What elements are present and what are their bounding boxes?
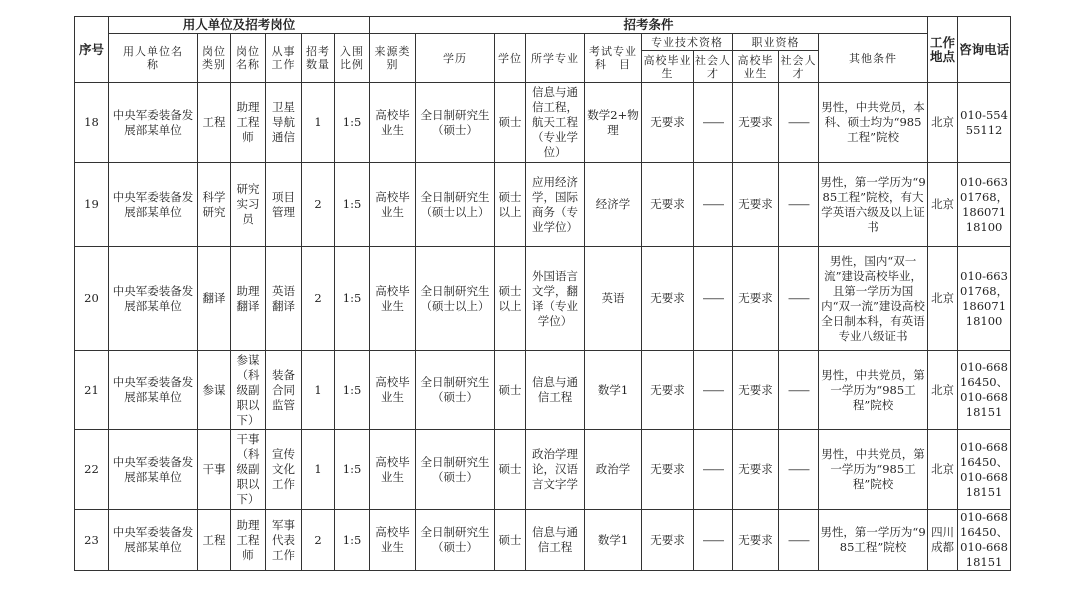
- row-seq: 21: [75, 351, 109, 430]
- row-tech-social: ——: [694, 163, 733, 247]
- table-row: [75, 510, 1011, 571]
- row-location: 北京: [928, 163, 958, 247]
- row-degree: 硕士以上: [495, 247, 526, 351]
- header-post-name: 岗位名称: [231, 34, 266, 83]
- row-ratio: 1:5: [335, 163, 370, 247]
- row-other: 男性，第一学历为“985工程”院校: [819, 510, 928, 571]
- row-exam: 经济学: [585, 163, 642, 247]
- row-post-name: 参谋（科级副职以下）: [231, 351, 266, 430]
- row-edu: 全日制研究生（硕士以上）: [416, 163, 495, 247]
- row-major: 应用经济学，国际商务（专业学位）: [526, 163, 585, 247]
- row-seq: 22: [75, 430, 109, 510]
- row-prof-grad: 无要求: [733, 351, 779, 430]
- row-tech-grad: 无要求: [642, 430, 694, 510]
- row-work: 英语翻译: [266, 247, 302, 351]
- row-location: 北京: [928, 83, 958, 163]
- row-post-type: 工程: [198, 83, 231, 163]
- header-count: 招考数量: [302, 34, 335, 83]
- row-major: 信息与通信工程: [526, 351, 585, 430]
- row-exam: 政治学: [585, 430, 642, 510]
- row-tech-grad: 无要求: [642, 163, 694, 247]
- row-major: 信息与通信工程，航天工程（专业学位）: [526, 83, 585, 163]
- row-tech-grad: 无要求: [642, 510, 694, 571]
- row-count: 2: [302, 247, 335, 351]
- row-source: 高校毕业生: [370, 351, 416, 430]
- row-post-type: 干事: [198, 430, 231, 510]
- row-edu: 全日制研究生（硕士）: [416, 83, 495, 163]
- row-work: 宣传文化工作: [266, 430, 302, 510]
- row-unit: 中央军委装备发展部某单位: [109, 510, 198, 571]
- row-ratio: 1:5: [335, 83, 370, 163]
- header-post-type: 岗位类别: [198, 34, 231, 83]
- row-other: 男性，中共党员，第一学历为“985工程”院校: [819, 430, 928, 510]
- row-degree: 硕士: [495, 83, 526, 163]
- row-other: 男性，第一学历为“985工程”院校，有大学英语六级及以上证书: [819, 163, 928, 247]
- row-tech-social: ——: [694, 430, 733, 510]
- row-location: 北京: [928, 430, 958, 510]
- row-work: 卫星导航通信: [266, 83, 302, 163]
- row-phone: 010-66301768，18607118100: [958, 247, 1011, 351]
- row-ratio: 1:5: [335, 247, 370, 351]
- row-phone: 010-66816450、010-66818151: [958, 510, 1011, 571]
- header-ratio: 入围比例: [335, 34, 370, 83]
- row-location: 北京: [928, 351, 958, 430]
- row-post-type: 翻译: [198, 247, 231, 351]
- header-prof: 职业资格: [733, 34, 819, 51]
- row-seq: 20: [75, 247, 109, 351]
- row-exam: 数学1: [585, 510, 642, 571]
- row-prof-grad: 无要求: [733, 163, 779, 247]
- header-degree: 学位: [495, 34, 526, 83]
- row-exam: 英语: [585, 247, 642, 351]
- row-phone: 010-55455112: [958, 83, 1011, 163]
- header-other: 其他条件: [819, 34, 928, 83]
- row-prof-grad: 无要求: [733, 83, 779, 163]
- row-prof-social: ——: [779, 83, 819, 163]
- row-count: 2: [302, 163, 335, 247]
- table-row: [75, 351, 1011, 430]
- row-prof-social: ——: [779, 163, 819, 247]
- header-seq: 序号: [75, 17, 109, 83]
- row-ratio: 1:5: [335, 351, 370, 430]
- row-unit: 中央军委装备发展部某单位: [109, 163, 198, 247]
- row-prof-social: ——: [779, 247, 819, 351]
- row-source: 高校毕业生: [370, 247, 416, 351]
- row-count: 2: [302, 510, 335, 571]
- recruitment-table: [74, 16, 1011, 571]
- header-prof-social: 社会人才: [779, 51, 819, 83]
- row-major: 政治学理论，汉语言文字学: [526, 430, 585, 510]
- header-tech-grad: 高校毕业生: [642, 51, 694, 83]
- row-tech-grad: 无要求: [642, 351, 694, 430]
- row-count: 1: [302, 430, 335, 510]
- row-post-name: 助理工程师: [231, 510, 266, 571]
- row-major: 外国语言文学，翻译（专业学位）: [526, 247, 585, 351]
- row-source: 高校毕业生: [370, 510, 416, 571]
- row-other: 男性，中共党员，第一学历为“985工程”院校: [819, 351, 928, 430]
- header-prof-grad: 高校毕业生: [733, 51, 779, 83]
- row-tech-social: ——: [694, 83, 733, 163]
- row-post-name: 干事（科级副职以下）: [231, 430, 266, 510]
- row-work: 装备合同监管: [266, 351, 302, 430]
- row-location: 北京: [928, 247, 958, 351]
- row-count: 1: [302, 83, 335, 163]
- header-group-conditions: 招考条件: [370, 17, 928, 34]
- row-post-type: 参谋: [198, 351, 231, 430]
- row-unit: 中央军委装备发展部某单位: [109, 351, 198, 430]
- row-post-name: 研究实习员: [231, 163, 266, 247]
- row-tech-social: ——: [694, 247, 733, 351]
- header-group-unit: 用人单位及招考岗位: [109, 17, 370, 34]
- row-ratio: 1:5: [335, 430, 370, 510]
- row-prof-social: ——: [779, 351, 819, 430]
- row-edu: 全日制研究生（硕士以上）: [416, 247, 495, 351]
- row-prof-grad: 无要求: [733, 247, 779, 351]
- row-count: 1: [302, 351, 335, 430]
- row-degree: 硕士以上: [495, 163, 526, 247]
- header-location: 工作地点: [928, 17, 958, 83]
- row-prof-social: ——: [779, 430, 819, 510]
- header-work: 从事工作: [266, 34, 302, 83]
- row-prof-grad: 无要求: [733, 510, 779, 571]
- row-phone: 010-66816450、010-66818151: [958, 430, 1011, 510]
- row-tech-social: ——: [694, 510, 733, 571]
- row-phone: 010-66816450、010-66818151: [958, 351, 1011, 430]
- row-prof-social: ——: [779, 510, 819, 571]
- row-edu: 全日制研究生（硕士）: [416, 510, 495, 571]
- table-body: [75, 83, 1011, 571]
- row-unit: 中央军委装备发展部某单位: [109, 83, 198, 163]
- row-edu: 全日制研究生（硕士）: [416, 430, 495, 510]
- row-seq: 23: [75, 510, 109, 571]
- row-major: 信息与通信工程: [526, 510, 585, 571]
- row-source: 高校毕业生: [370, 83, 416, 163]
- row-ratio: 1:5: [335, 510, 370, 571]
- row-tech-social: ——: [694, 351, 733, 430]
- table-row: [75, 247, 1011, 351]
- header-unit-name: 用人单位名 称: [109, 34, 198, 83]
- row-unit: 中央军委装备发展部某单位: [109, 247, 198, 351]
- row-location: 四川成都: [928, 510, 958, 571]
- row-degree: 硕士: [495, 430, 526, 510]
- header-phone: 咨询电话: [958, 17, 1011, 83]
- recruitment-table-container: [74, 16, 1011, 571]
- table-row: [75, 163, 1011, 247]
- row-tech-grad: 无要求: [642, 247, 694, 351]
- row-exam: 数学2+物理: [585, 83, 642, 163]
- row-post-name: 助理工程师: [231, 83, 266, 163]
- header-edu: 学历: [416, 34, 495, 83]
- row-exam: 数学1: [585, 351, 642, 430]
- header-major: 所学专业: [526, 34, 585, 83]
- row-source: 高校毕业生: [370, 163, 416, 247]
- header-tech: 专业技术资格: [642, 34, 733, 51]
- row-seq: 18: [75, 83, 109, 163]
- row-seq: 19: [75, 163, 109, 247]
- row-work: 军事代表工作: [266, 510, 302, 571]
- header-tech-social: 社会人才: [694, 51, 733, 83]
- header-source: 来源类别: [370, 34, 416, 83]
- table-row: [75, 430, 1011, 510]
- header-exam: 考试专业科 目: [585, 34, 642, 83]
- row-unit: 中央军委装备发展部某单位: [109, 430, 198, 510]
- row-edu: 全日制研究生（硕士）: [416, 351, 495, 430]
- row-degree: 硕士: [495, 510, 526, 571]
- row-phone: 010-66301768，18607118100: [958, 163, 1011, 247]
- row-other: 男性，国内“双一流”建设高校毕业，且第一学历为国内“双一流”建设高校全日制本科，有英语专业八级证书: [819, 247, 928, 351]
- row-post-type: 科学研究: [198, 163, 231, 247]
- row-other: 男性，中共党员，本科、硕士均为“985工程”院校: [819, 83, 928, 163]
- row-prof-grad: 无要求: [733, 430, 779, 510]
- row-work: 项目管理: [266, 163, 302, 247]
- table-row: [75, 83, 1011, 163]
- row-post-type: 工程: [198, 510, 231, 571]
- row-degree: 硕士: [495, 351, 526, 430]
- row-post-name: 助理翻译: [231, 247, 266, 351]
- row-source: 高校毕业生: [370, 430, 416, 510]
- row-tech-grad: 无要求: [642, 83, 694, 163]
